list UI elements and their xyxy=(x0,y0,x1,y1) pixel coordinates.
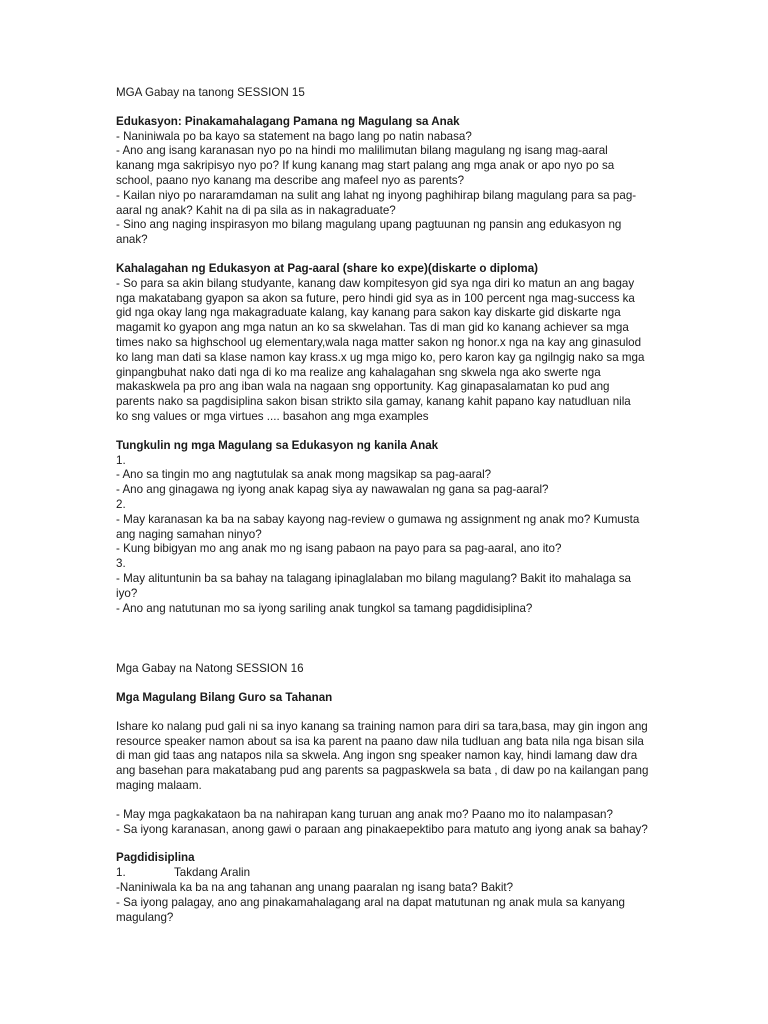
text-line: 2. xyxy=(116,497,126,511)
text-line: resource speaker namon about sa isa ka parent na paano daw nila tudluan ang bata nila nga bisan sila xyxy=(116,734,644,748)
text-line: Ishare ko nalang pud gali ni sa inyo kanang sa training namon para diri sa tara,basa, may gin ingon ang xyxy=(116,719,648,733)
text-line: ko lang man dati sa klase namon kay krass.x ug mga migo ko, pero karon kay ga ngilngig nako sa mga xyxy=(116,350,645,364)
text-line: school, paano nyo kanang ma describe ang mafeel nyo as parents? xyxy=(116,173,465,187)
text-line: - Sa iyong palagay, ano ang pinakamahalagang aral na dapat matutunan ng anak mula sa kanyang xyxy=(116,895,625,909)
spacer xyxy=(116,837,656,851)
text-line: - Sa iyong karanasan, anong gawi o paraan ang pinakaepektibo para matuto ang iyong anak sa bahay? xyxy=(116,822,648,836)
spacer xyxy=(116,794,656,808)
text-line: - Sino ang naging inspirasyon mo bilang magulang upang pagtuunan ng pansin ang edukasyon ng xyxy=(116,218,622,232)
text-line: magulang? xyxy=(116,910,174,924)
item-number: 1. xyxy=(116,866,126,880)
session-16-title: Mga Gabay na Natong SESSION 16 xyxy=(116,662,304,676)
text-line: - Ano sa tingin mo ang nagtutulak sa anak mong magsikap sa pag-aaral? xyxy=(116,468,492,482)
text-line: ko sng values or mga virtues .... basahon ang mga examples xyxy=(116,409,429,423)
text-line: di man gid taas ang natapos nila sa skwela. Ang ingon sng speaker namon kay, hindi lamang daw dra xyxy=(116,749,638,763)
text-line: - Ano ang natutunan mo sa iyong sariling anak tungkol sa tamang pagdidisiplina? xyxy=(116,601,533,615)
text-line: aaral ng anak? Kahit na di pa sila as in nakagraduate? xyxy=(116,203,396,217)
spacer xyxy=(116,425,656,439)
spacer xyxy=(116,248,656,262)
text-line: - So para sa akin bilang studyante, kanang daw kompitesyon gid sya nga diri ko matun an ang bagay xyxy=(116,276,635,290)
spacer xyxy=(116,616,656,662)
text-line: - Kung bibigyan mo ang anak mo ng isang pabaon na payo para sa pag-aaral, ano ito? xyxy=(116,542,562,556)
text-line: - May mga pagkakataon ba na nahirapan kang turuan ang anak mo? Paano mo ito nalampasan? xyxy=(116,807,613,821)
section-heading-edukasyon: Edukasyon: Pinakamahalagang Pamana ng Magulang sa Anak xyxy=(116,114,460,128)
session-15-title: MGA Gabay na tanong SESSION 15 xyxy=(116,86,305,99)
text-line: kanang mga sakripisyo nyo po? If kung kanang mag start palang ang mga anak or apo nyo po sa xyxy=(116,159,615,173)
text-line: magamit ko gyapon ang mga natun an ko sa skwelahan. Tas di man gid ko kanang achiever sa mga xyxy=(116,321,629,335)
text-line: - Ano ang ginagawa ng iyong anak kapag siya ay nawawalan ng gana sa pag-aaral? xyxy=(116,483,549,497)
text-line: - Naniniwala po ba kayo sa statement na bago lang po natin nabasa? xyxy=(116,129,472,143)
document-body xyxy=(116,86,656,925)
text-line: - May karanasan ka ba na sabay kayong nag-review o gumawa ng assignment ng anak mo? Kumusta xyxy=(116,512,640,526)
section-heading-tungkulin: Tungkulin ng mga Magulang sa Edukasyon ng kanila Anak xyxy=(116,438,439,452)
text-line: ang naging samahan ninyo? xyxy=(116,527,262,541)
numbered-item xyxy=(116,866,656,881)
spacer xyxy=(116,706,656,720)
text-line: - May alituntunin ba sa bahay na talagang ipinaglalaban mo bilang magulang? Bakit ito mahalaga sa xyxy=(116,571,631,585)
text-line: - Ano ang isang karanasan nyo po na hindi mo malilimutan bilang magulang ng isang mag-aaral xyxy=(116,144,608,158)
text-line: nga makatabang gyapon sa akon sa future, pero hindi gid sya as in 100 percent nga mag-success ka xyxy=(116,291,635,305)
section-heading-magulang-guro: Mga Magulang Bilang Guro sa Tahanan xyxy=(116,691,333,705)
text-line: iyo? xyxy=(116,586,138,600)
text-line: -Naniniwala ka ba na ang tahanan ang unang paaralan ng isang bata? Bakit? xyxy=(116,881,514,895)
item-label: Takdang Aralin xyxy=(174,866,251,880)
section-heading-pagdidisiplina: Pagdidisiplina xyxy=(116,851,195,865)
text-line: parents nako sa pagdisiplina sakon bisan strikto sila gamay, kanang kahit papano kay natudluan nila xyxy=(116,395,631,409)
text-line: maging malaam. xyxy=(116,779,202,793)
text-line: 1. xyxy=(116,453,126,467)
text-line: - Kailan niyo po nararamdaman na sulit ang lahat ng inyong paghihirap bilang magulang para sa pag- xyxy=(116,188,637,202)
text-line: times nako sa highschool ug elementary,wala naga matter sakon ng honor.x nga na kay ang ginasulod xyxy=(116,335,642,349)
text-line: 3. xyxy=(116,557,126,571)
section-heading-kahalagahan: Kahalagahan ng Edukasyon at Pag-aaral (share ko expe)(diskarte o diploma) xyxy=(116,261,539,275)
text-line: anak? xyxy=(116,233,148,247)
text-line: ginpangbuhat nako dati nga di ko ma realize ang kahalagahan sng skwela nga ako swerte nga xyxy=(116,365,601,379)
text-line: ang basehan para makatabang pud ang parents sa pagpaskwela sa bata , di daw po na kailangan pang xyxy=(116,764,649,778)
text-line: makaskwela pa pro ang iban wala na nagaan sng opportunity. Kag ginapasalamatan ko pud ang xyxy=(116,380,610,394)
text-line: gid nga okay lang nga makagraduate kalang, kay kanang para sakon kay diskarte gid diskarte nga xyxy=(116,306,621,320)
